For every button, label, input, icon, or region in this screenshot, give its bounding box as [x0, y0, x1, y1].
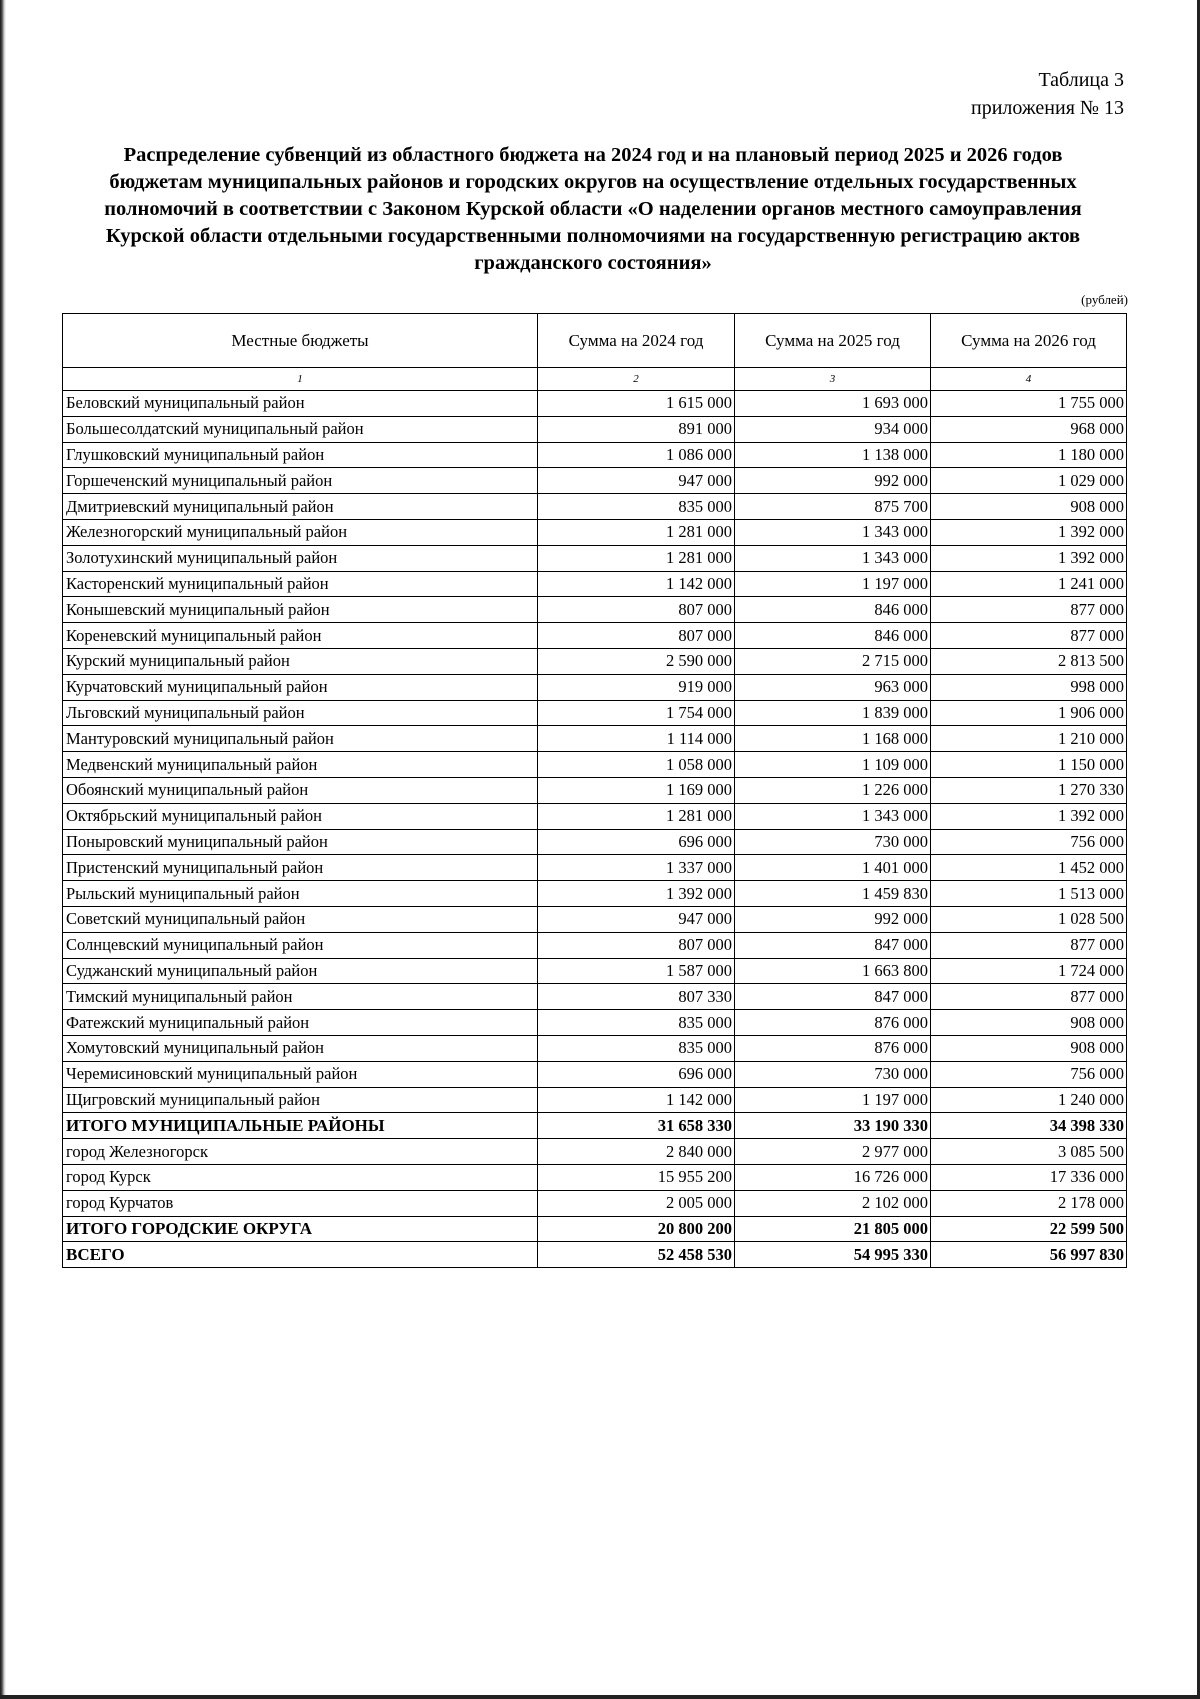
- amount-2024-cell: 835 000: [538, 494, 735, 520]
- budget-name-cell: Черемисиновский муниципальный район: [63, 1061, 538, 1087]
- amount-2025-cell: 1 343 000: [735, 519, 931, 545]
- table-row: [63, 1035, 1127, 1061]
- amount-2025-cell: 21 805 000: [735, 1216, 931, 1242]
- amount-2024-cell: 1 281 000: [538, 545, 735, 571]
- amount-2025-cell: 1 109 000: [735, 752, 931, 778]
- budget-name-cell: Обоянский муниципальный район: [63, 777, 538, 803]
- table-label: Таблица 3: [1038, 69, 1124, 91]
- header-2025: Сумма на 2025 год: [735, 314, 931, 368]
- amount-2024-cell: 52 458 530: [538, 1242, 735, 1268]
- table-row: [63, 416, 1127, 442]
- budget-name-cell: Мантуровский муниципальный район: [63, 726, 538, 752]
- amount-2024-cell: 2 590 000: [538, 648, 735, 674]
- budget-name-cell: Кореневский муниципальный район: [63, 623, 538, 649]
- amount-2025-cell: 16 726 000: [735, 1164, 931, 1190]
- table-row: [63, 468, 1127, 494]
- amount-2026-cell: 1 724 000: [931, 958, 1127, 984]
- budget-name-cell: Поныровский муниципальный район: [63, 829, 538, 855]
- amount-2026-cell: 1 452 000: [931, 855, 1127, 881]
- table-row: [63, 391, 1127, 417]
- amount-2025-cell: 1 226 000: [735, 777, 931, 803]
- header-2026: Сумма на 2026 год: [931, 314, 1127, 368]
- amount-2026-cell: 1 270 330: [931, 777, 1127, 803]
- budget-name-cell: Курский муниципальный район: [63, 648, 538, 674]
- amount-2026-cell: 1 180 000: [931, 442, 1127, 468]
- table-row: [63, 1190, 1127, 1216]
- column-number: 1: [63, 368, 538, 391]
- amount-2025-cell: 2 102 000: [735, 1190, 931, 1216]
- total-row: [63, 1113, 1127, 1139]
- budget-name-cell: Глушковский муниципальный район: [63, 442, 538, 468]
- amount-2024-cell: 31 658 330: [538, 1113, 735, 1139]
- amount-2025-cell: 1 197 000: [735, 571, 931, 597]
- amount-2024-cell: 947 000: [538, 468, 735, 494]
- amount-2026-cell: 908 000: [931, 1010, 1127, 1036]
- title-line: Распределение субвенций из областного бюджета на 2024 год и на плановый период 2025 и 2026 годов: [123, 144, 1063, 166]
- amount-2025-cell: 992 000: [735, 468, 931, 494]
- header-2024: Сумма на 2024 год: [538, 314, 735, 368]
- amount-2024-cell: 1 337 000: [538, 855, 735, 881]
- amount-2024-cell: 1 142 000: [538, 1087, 735, 1113]
- budget-name-cell: Тимский муниципальный район: [63, 984, 538, 1010]
- table-row: [63, 752, 1127, 778]
- title-line: полномочий в соответствии с Законом Курской области «О наделении органов местного самоуправления: [104, 198, 1082, 220]
- amount-2025-cell: 963 000: [735, 674, 931, 700]
- amount-2026-cell: 34 398 330: [931, 1113, 1127, 1139]
- amount-2024-cell: 2 840 000: [538, 1139, 735, 1165]
- amount-2026-cell: 2 178 000: [931, 1190, 1127, 1216]
- total-row: [63, 1216, 1127, 1242]
- amount-2024-cell: 696 000: [538, 1061, 735, 1087]
- amount-2024-cell: 807 000: [538, 932, 735, 958]
- amount-2026-cell: 1 906 000: [931, 700, 1127, 726]
- title-line: гражданского состояния»: [474, 252, 712, 274]
- amount-2024-cell: 1 142 000: [538, 571, 735, 597]
- column-number: 2: [538, 368, 735, 391]
- amount-2026-cell: 1 240 000: [931, 1087, 1127, 1113]
- amount-2026-cell: 908 000: [931, 1035, 1127, 1061]
- budget-name-cell: ВСЕГО: [63, 1242, 538, 1268]
- budget-name-cell: Суджанский муниципальный район: [63, 958, 538, 984]
- amount-2025-cell: 1 401 000: [735, 855, 931, 881]
- amount-2025-cell: 2 715 000: [735, 648, 931, 674]
- table-row: [63, 623, 1127, 649]
- amount-2024-cell: 1 615 000: [538, 391, 735, 417]
- header-budgets: Местные бюджеты: [63, 314, 538, 368]
- budget-name-cell: Советский муниципальный район: [63, 906, 538, 932]
- total-row: [63, 1242, 1127, 1268]
- appendix-label: приложения № 13: [970, 97, 1124, 119]
- amount-2024-cell: 807 000: [538, 623, 735, 649]
- budget-name-cell: Октябрьский муниципальный район: [63, 803, 538, 829]
- amount-2026-cell: 968 000: [931, 416, 1127, 442]
- amount-2025-cell: 730 000: [735, 1061, 931, 1087]
- amount-2024-cell: 807 000: [538, 597, 735, 623]
- table-row: [63, 545, 1127, 571]
- amount-2025-cell: 1 343 000: [735, 545, 931, 571]
- amount-2026-cell: 1 029 000: [931, 468, 1127, 494]
- amount-2025-cell: 1 459 830: [735, 881, 931, 907]
- amount-2024-cell: 1 169 000: [538, 777, 735, 803]
- budget-name-cell: Льговский муниципальный район: [63, 700, 538, 726]
- table-row: [63, 571, 1127, 597]
- budget-name-cell: ИТОГО ГОРОДСКИЕ ОКРУГА: [63, 1216, 538, 1242]
- document-title: [60, 142, 1126, 277]
- amount-2025-cell: 1 663 800: [735, 958, 931, 984]
- table-row: [63, 442, 1127, 468]
- amount-2024-cell: 696 000: [538, 829, 735, 855]
- column-number: 4: [931, 368, 1127, 391]
- table-row: [63, 906, 1127, 932]
- amount-2024-cell: 20 800 200: [538, 1216, 735, 1242]
- amount-2025-cell: 875 700: [735, 494, 931, 520]
- subvention-table: [62, 313, 1127, 1268]
- amount-2024-cell: 919 000: [538, 674, 735, 700]
- budget-name-cell: Касторенский муниципальный район: [63, 571, 538, 597]
- amount-2026-cell: 2 813 500: [931, 648, 1127, 674]
- amount-2025-cell: 876 000: [735, 1035, 931, 1061]
- amount-2025-cell: 2 977 000: [735, 1139, 931, 1165]
- amount-2025-cell: 1 168 000: [735, 726, 931, 752]
- appendix-header: [971, 66, 1124, 122]
- table-row: [63, 1061, 1127, 1087]
- table-row: [63, 519, 1127, 545]
- table-row: [63, 494, 1127, 520]
- amount-2024-cell: 1 754 000: [538, 700, 735, 726]
- budget-name-cell: Большесолдатский муниципальный район: [63, 416, 538, 442]
- table-row: [63, 700, 1127, 726]
- amount-2026-cell: 1 392 000: [931, 519, 1127, 545]
- amount-2026-cell: 756 000: [931, 1061, 1127, 1087]
- amount-2026-cell: 1 392 000: [931, 803, 1127, 829]
- amount-2025-cell: 33 190 330: [735, 1113, 931, 1139]
- amount-2026-cell: 22 599 500: [931, 1216, 1127, 1242]
- scan-edge-left: [0, 0, 6, 1699]
- table-row: [63, 829, 1127, 855]
- amount-2026-cell: 877 000: [931, 597, 1127, 623]
- column-number: 3: [735, 368, 931, 391]
- title-line: Курской области отдельными государственными полномочиями на государственную регистрацию актов: [105, 225, 1081, 247]
- table-row: [63, 803, 1127, 829]
- amount-2024-cell: 1 392 000: [538, 881, 735, 907]
- amount-2024-cell: 1 281 000: [538, 803, 735, 829]
- amount-2024-cell: 835 000: [538, 1035, 735, 1061]
- scan-edge-bottom: [0, 1695, 1200, 1699]
- budget-name-cell: город Курск: [63, 1164, 538, 1190]
- amount-2025-cell: 876 000: [735, 1010, 931, 1036]
- amount-2024-cell: 15 955 200: [538, 1164, 735, 1190]
- budget-name-cell: город Курчатов: [63, 1190, 538, 1216]
- amount-2025-cell: 934 000: [735, 416, 931, 442]
- table-row: [63, 648, 1127, 674]
- table-row: [63, 984, 1127, 1010]
- amount-2026-cell: 1 150 000: [931, 752, 1127, 778]
- amount-2025-cell: 847 000: [735, 932, 931, 958]
- amount-2025-cell: 846 000: [735, 623, 931, 649]
- amount-2024-cell: 1 587 000: [538, 958, 735, 984]
- table-row: [63, 777, 1127, 803]
- table-row: [63, 1087, 1127, 1113]
- table-row: [63, 726, 1127, 752]
- amount-2024-cell: 1 114 000: [538, 726, 735, 752]
- amount-2024-cell: 1 281 000: [538, 519, 735, 545]
- amount-2024-cell: 1 086 000: [538, 442, 735, 468]
- amount-2026-cell: 17 336 000: [931, 1164, 1127, 1190]
- amount-2026-cell: 877 000: [931, 984, 1127, 1010]
- table-row: [63, 855, 1127, 881]
- amount-2025-cell: 1 693 000: [735, 391, 931, 417]
- units-label: (рублей): [1081, 292, 1128, 307]
- title-line: бюджетам муниципальных районов и городских округов на осуществление отдельных государственных: [109, 171, 1077, 193]
- amount-2025-cell: 1 343 000: [735, 803, 931, 829]
- amount-2026-cell: 1 513 000: [931, 881, 1127, 907]
- table-row: [63, 1010, 1127, 1036]
- amount-2025-cell: 730 000: [735, 829, 931, 855]
- table-row: [63, 1139, 1127, 1165]
- budget-name-cell: ИТОГО МУНИЦИПАЛЬНЫЕ РАЙОНЫ: [63, 1113, 538, 1139]
- budget-name-cell: Железногорский муниципальный район: [63, 519, 538, 545]
- amount-2026-cell: 1 241 000: [931, 571, 1127, 597]
- amount-2026-cell: 877 000: [931, 932, 1127, 958]
- budget-name-cell: Солнцевский муниципальный район: [63, 932, 538, 958]
- amount-2025-cell: 847 000: [735, 984, 931, 1010]
- amount-2026-cell: 756 000: [931, 829, 1127, 855]
- amount-2026-cell: 1 755 000: [931, 391, 1127, 417]
- budget-name-cell: Золотухинский муниципальный район: [63, 545, 538, 571]
- budget-name-cell: Медвенский муниципальный район: [63, 752, 538, 778]
- amount-2025-cell: 846 000: [735, 597, 931, 623]
- budget-name-cell: Курчатовский муниципальный район: [63, 674, 538, 700]
- amount-2026-cell: 998 000: [931, 674, 1127, 700]
- budget-name-cell: Дмитриевский муниципальный район: [63, 494, 538, 520]
- amount-2026-cell: 1 392 000: [931, 545, 1127, 571]
- amount-2024-cell: 807 330: [538, 984, 735, 1010]
- amount-2026-cell: 908 000: [931, 494, 1127, 520]
- amount-2025-cell: 1 197 000: [735, 1087, 931, 1113]
- header-row: [63, 314, 1127, 368]
- column-number-row: [63, 368, 1127, 391]
- table-row: [63, 932, 1127, 958]
- amount-2024-cell: 947 000: [538, 906, 735, 932]
- amount-2026-cell: 1 028 500: [931, 906, 1127, 932]
- amount-2026-cell: 877 000: [931, 623, 1127, 649]
- budget-name-cell: Хомутовский муниципальный район: [63, 1035, 538, 1061]
- table-row: [63, 881, 1127, 907]
- budget-name-cell: город Железногорск: [63, 1139, 538, 1165]
- amount-2025-cell: 1 839 000: [735, 700, 931, 726]
- amount-2024-cell: 891 000: [538, 416, 735, 442]
- budget-name-cell: Беловский муниципальный район: [63, 391, 538, 417]
- amount-2026-cell: 3 085 500: [931, 1139, 1127, 1165]
- amount-2026-cell: 1 210 000: [931, 726, 1127, 752]
- budget-name-cell: Щигровский муниципальный район: [63, 1087, 538, 1113]
- table-row: [63, 1164, 1127, 1190]
- amount-2024-cell: 2 005 000: [538, 1190, 735, 1216]
- amount-2025-cell: 54 995 330: [735, 1242, 931, 1268]
- amount-2024-cell: 1 058 000: [538, 752, 735, 778]
- table-row: [63, 958, 1127, 984]
- budget-name-cell: Фатежский муниципальный район: [63, 1010, 538, 1036]
- amount-2025-cell: 1 138 000: [735, 442, 931, 468]
- table-row: [63, 597, 1127, 623]
- budget-name-cell: Рыльский муниципальный район: [63, 881, 538, 907]
- amount-2024-cell: 835 000: [538, 1010, 735, 1036]
- budget-name-cell: Конышевский муниципальный район: [63, 597, 538, 623]
- amount-2025-cell: 992 000: [735, 906, 931, 932]
- budget-name-cell: Горшеченский муниципальный район: [63, 468, 538, 494]
- budget-name-cell: Пристенский муниципальный район: [63, 855, 538, 881]
- amount-2026-cell: 56 997 830: [931, 1242, 1127, 1268]
- table-row: [63, 674, 1127, 700]
